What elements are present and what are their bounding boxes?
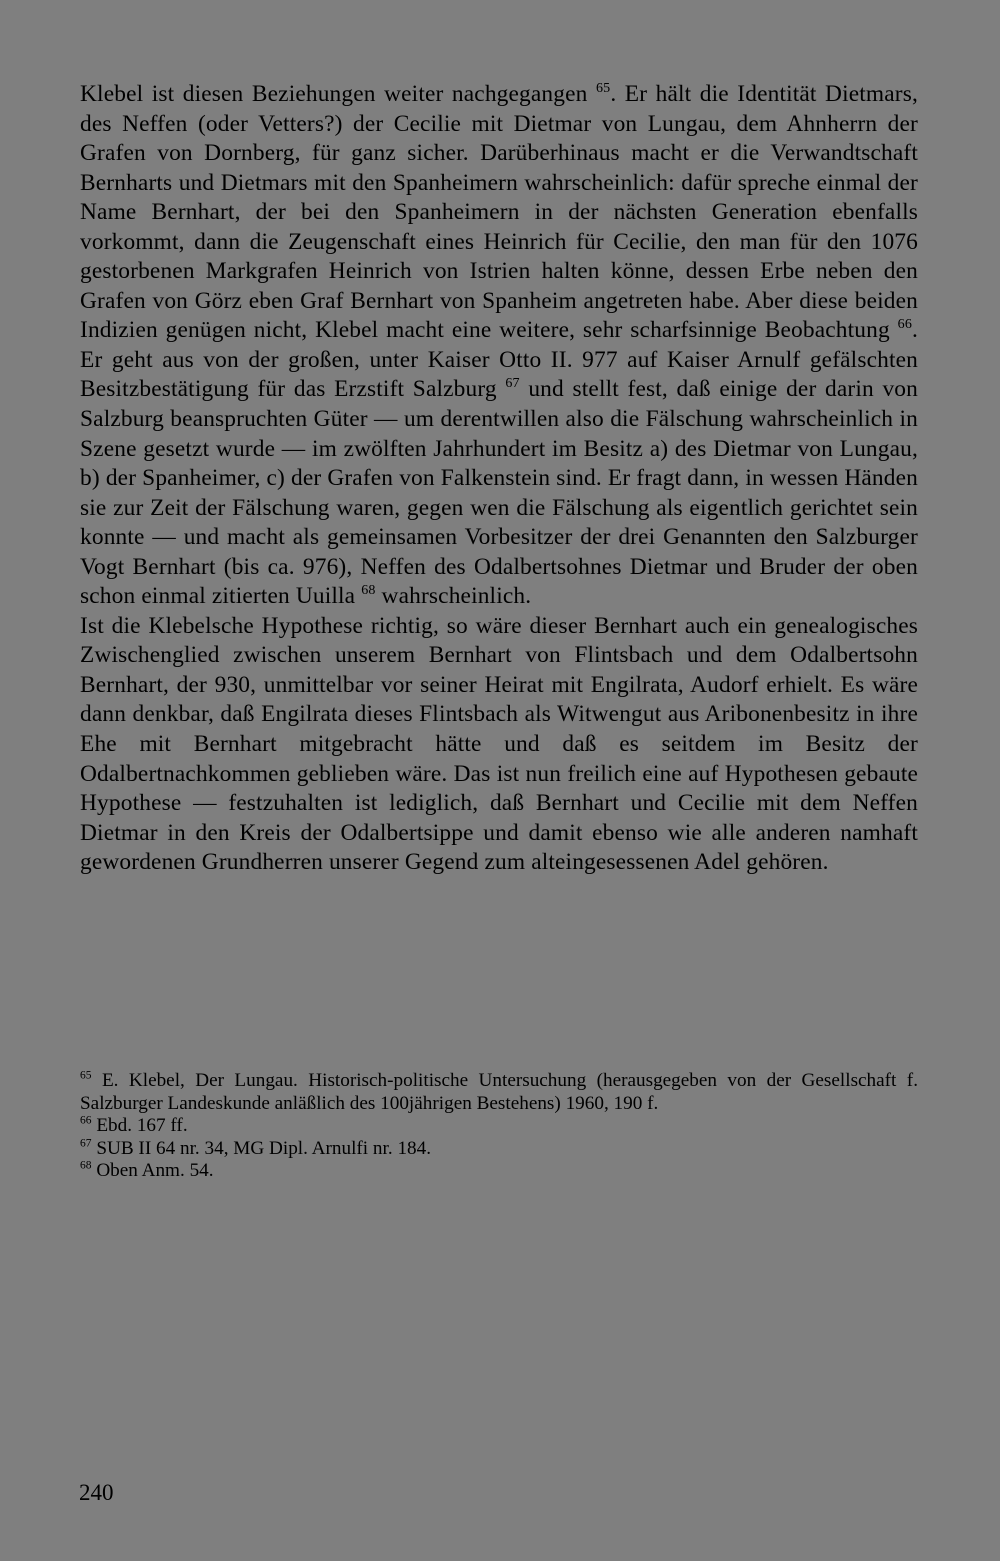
footnote: [80, 1138, 918, 1161]
footnote: [80, 1160, 918, 1183]
footnote-text: Oben Anm. 54.: [91, 1160, 214, 1181]
footnote-number: 66: [80, 1114, 92, 1127]
footnote-number: 65: [80, 1069, 92, 1082]
text-segment: und stellt fest, daß einige der darin von Salzburg beanspruchten Güter — um derentwillen also die Fälschung wahrscheinlich in Szene gesetzt wurde — im zwölften Jahrhundert im Besitz a) des Dietmar von Lungau, b) der Spanheimer, c) der Grafen von Falkenstein sind. Er fragt dann, in wessen Händen sie zur Zeit der Fälschung waren, gegen wen die Fälschung als eigentlich gerichtet sein konnte — und macht als gemeinsamen Vorbesitzer der drei Genannten den Salzburger Vogt Bernhart (bis ca. 976), Neffen des Odalbertsohnes Dietmar und Bruder der oben schon einmal zitierten Uuilla: [80, 376, 918, 610]
body-text: [80, 80, 918, 878]
footnote-ref: 65: [595, 80, 611, 97]
footnotes: [80, 1070, 918, 1183]
page-number: 240: [79, 1480, 114, 1505]
footnote-ref: 68: [361, 582, 376, 599]
paragraph: [80, 612, 918, 878]
text-segment: . Er geht aus von der großen, unter Kaiser Otto II. 977 auf Kaiser Arnulf gefälschten Besitzbestätigung für das Erzstift Salzburg: [80, 317, 918, 403]
footnote-ref: 67: [505, 375, 520, 392]
footnote-text: E. Klebel, Der Lungau. Historisch-politische Untersuchung (herausgegeben von der Gesellschaft f. Salzburger Landeskunde anläßlich des 100jährigen Bestehens) 1960, 190 f.: [80, 1070, 918, 1114]
footnote: [80, 1115, 918, 1138]
footnote-number: 67: [80, 1137, 92, 1150]
footnote: [80, 1070, 918, 1115]
text-segment: Klebel ist diesen Beziehungen weiter nachgegangen: [80, 81, 596, 107]
paragraph: [80, 80, 918, 612]
text-segment: wahrscheinlich.: [375, 583, 532, 610]
footnote-text: SUB II 64 nr. 34, MG Dipl. Arnulfi nr. 184.: [91, 1137, 432, 1159]
text-segment: Ist die Klebelsche Hypothese richtig, so wäre dieser Bernhart auch ein genealogisches Zwischenglied zwischen unserem Bernhart von Flintsbach und dem Odalbertsohn Bernhart, der 930, unmittelbar vor seiner Heirat mit Engilrata, Audorf erhielt. Es wäre dann denkbar, daß Engilrata dieses Flintsbach als Witwengut aus Aribonenbesitz in ihre Ehe mit Bernhart mitgebracht hätte und daß es seitdem im Besitz der Odalbertnachkommen geblieben wäre. Das ist nun freilich eine auf Hypothesen gebaute Hypothese — festzuhalten ist lediglich, daß Bernhart und Cecilie mit dem Neffen Dietmar in den Kreis der Odalbertsippe und damit ebenso wie alle anderen namhaft gewordenen Grundherren unserer Gegend zum alteingesessenen Adel gehören.: [80, 612, 918, 876]
footnote-number: 68: [80, 1159, 92, 1172]
footnote-text: Ebd. 167 ff.: [91, 1115, 188, 1136]
footnote-ref: 66: [897, 316, 912, 333]
text-segment: . Er hält die Identität Dietmars, des Neffen (oder Vetters?) der Cecilie mit Dietmar von Lungau, dem Ahnherrn der Grafen von Dornberg, für ganz sicher. Darüberhinaus macht er die Verwandtschaft Bernharts und Dietmars mit den Spanheimern wahrscheinlich: dafür spreche einmal der Name Bernhart, der bei den Spanheimern in der nächsten Generation ebenfalls vorkommt, dann die Zeugenschaft eines Heinrich für Cecilie, den man für den 1076 gestorbenen Markgrafen Heinrich von Istrien halten könne, dessen Erbe neben den Grafen von Görz eben Graf Bernhart von Spanheim angetreten habe. Aber diese beiden Indizien genügen nicht, Klebel macht eine weitere, sehr scharfsinnige Beobachtung: [80, 81, 918, 344]
